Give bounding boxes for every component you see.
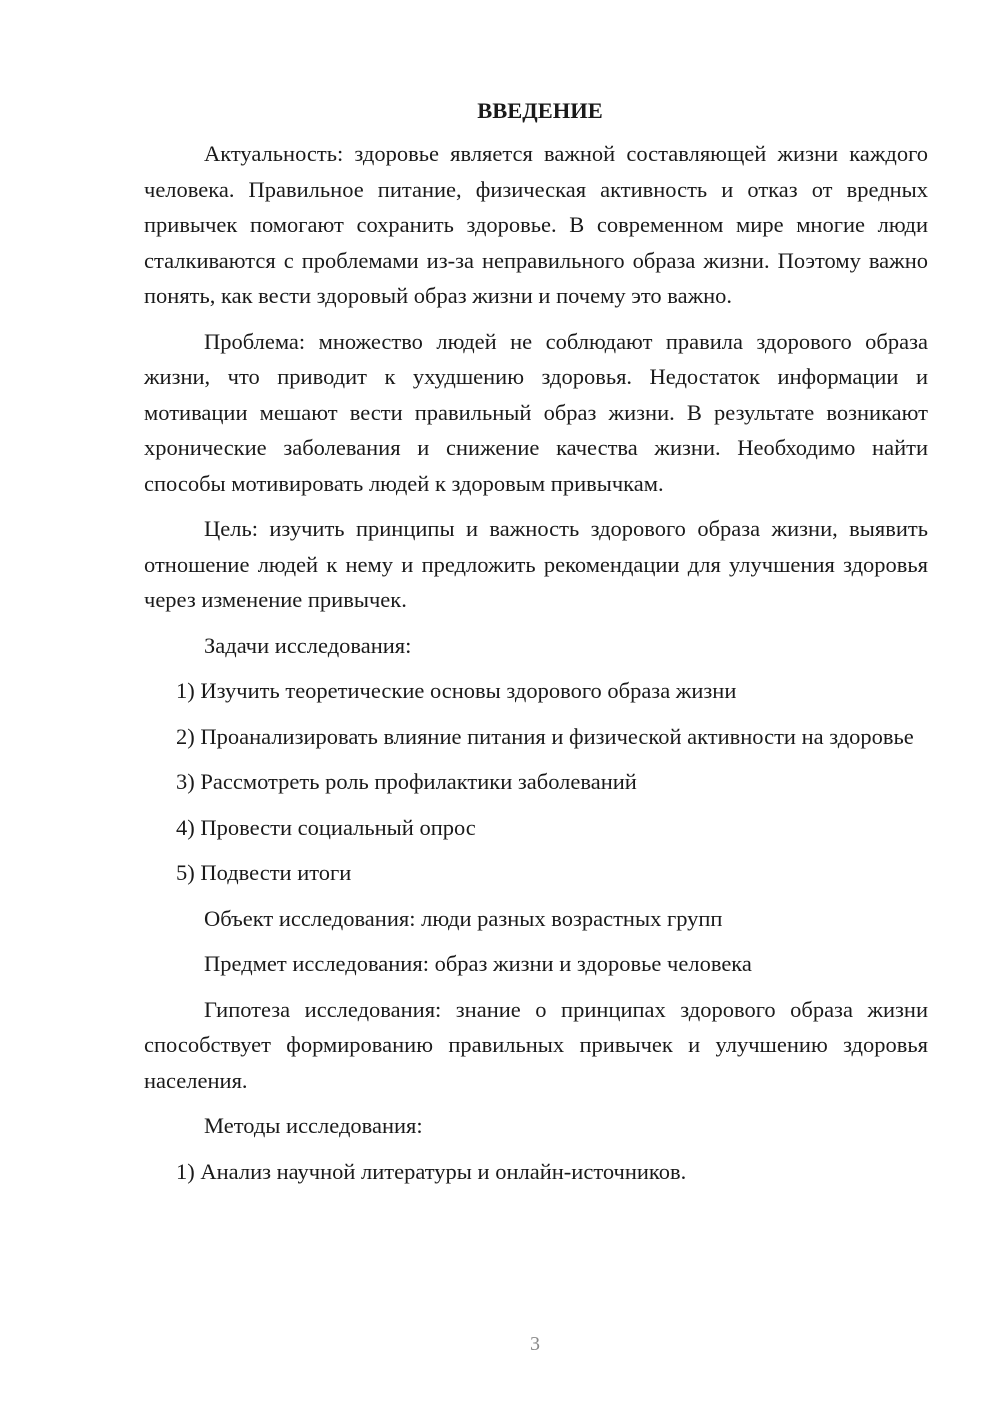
task-item: 2) Проанализировать влияние питания и физической активности на здоровье [176, 723, 914, 749]
task-item: 3) Рассмотреть роль профилактики заболеваний [176, 769, 637, 794]
relevance-paragraph: Актуальность: здоровье является важной составляющей жизни каждого человека. Правильное питание, физическая активность и отказ от вредных привычек помогают сохранить здоровье. В современном мире многие люди сталкиваются с проблемами из-за неправильного образа жизни. Поэтому важно понять, как вести здоровый образ жизни и почему это важно. [144, 141, 928, 308]
task-item: 5) Подвести итоги [176, 860, 352, 885]
methods-heading: Методы исследования: [204, 1113, 423, 1138]
tasks-heading: Задачи исследования: [204, 632, 412, 658]
text-body [144, 96, 928, 1199]
task-item: 1) Изучить теоретические основы здорового образа жизни [176, 678, 737, 703]
page-number: 3 [530, 1333, 540, 1355]
section-title: ВВЕДЕНИЕ [477, 98, 603, 123]
goal-paragraph: Цель: изучить принципы и важность здорового образа жизни, выявить отношение людей к нему и предложить рекомендации для улучшения здоровья через изменение привычек. [144, 516, 928, 612]
method-item: 1) Анализ научной литературы и онлайн-источников. [176, 1158, 687, 1184]
hypothesis-paragraph: Гипотеза исследования: знание о принципах здорового образа жизни способствует формированию правильных привычек и улучшению здоровья населения. [144, 996, 928, 1093]
task-item: 4) Провести социальный опрос [176, 814, 476, 840]
object-line: Объект исследования: люди разных возрастных групп [204, 905, 723, 931]
subject-line: Предмет исследования: образ жизни и здоровье человека [204, 951, 752, 976]
problem-paragraph: Проблема: множество людей не соблюдают правила здорового образа жизни, что приводит к ухудшению здоровья. Недостаток информации и мотивации мешают вести правильный образ жизни. В результате возникают хронические заболевания и снижение качества жизни. Необходимо найти способы мотивировать людей к здоровым привычкам. [144, 328, 928, 496]
